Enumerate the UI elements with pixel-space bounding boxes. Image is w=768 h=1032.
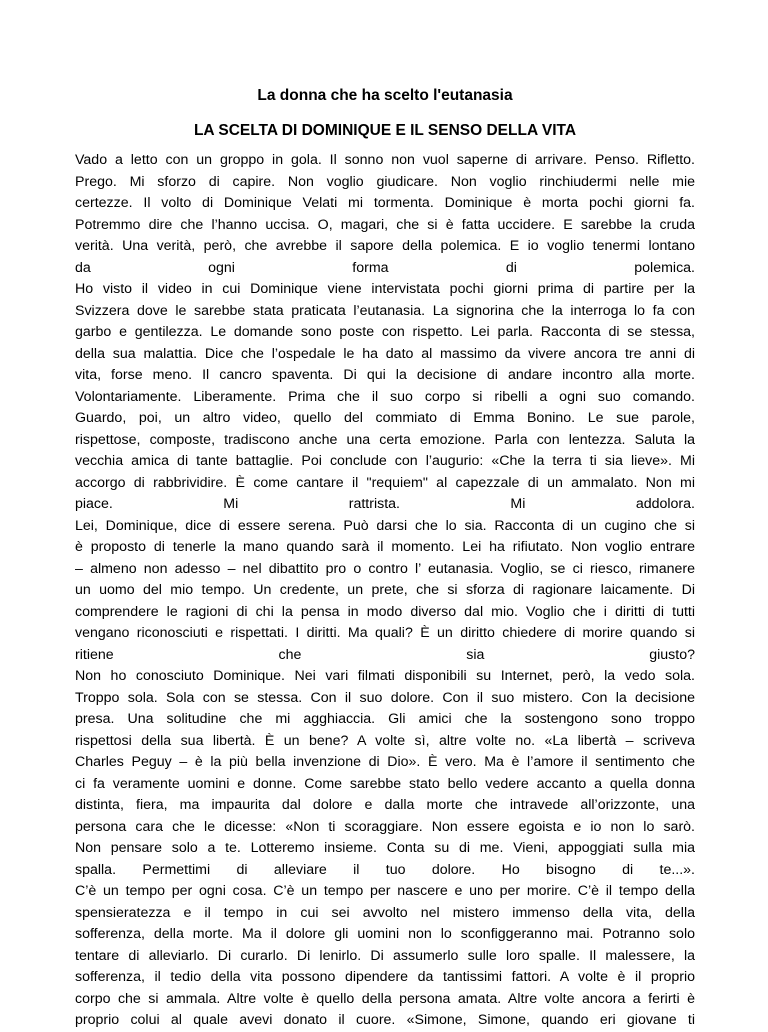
text-line: vengano riconosciuti e rispettati. I diritti. Ma quali? È un diritto chiedere di morire quando si <box>75 625 695 641</box>
text-line: da ogni forma di polemica. <box>75 259 695 276</box>
text-line: vita, forse meno. Il cancro spaventa. Di qui la decisione di andare incontro alla morte. <box>75 367 695 383</box>
text-line: piace. Mi rattrista. Mi addolora. <box>75 496 695 512</box>
text-line: comprendere le ragioni di chi la pensa in modo diverso dal mio. Voglio che i diritti di tutti <box>75 603 695 620</box>
article-body <box>75 150 695 1032</box>
text-line: spalla. Permettimi di alleviare il tuo dolore. Ho bisogno di te...». <box>75 861 695 878</box>
text-line: Troppo sola. Sola con se stessa. Con il suo dolore. Con il suo mistero. Con la decisione <box>75 689 695 706</box>
text-line: garbo e gentilezza. Le domande sono poste con rispetto. Lei parla. Racconta di se stessa, <box>75 324 695 340</box>
text-line: Ho visto il video in cui Dominique viene intervistata pochi giorni prima di partire per la <box>75 281 695 297</box>
text-line: tentare di alleviarlo. Di curarlo. Di lenirlo. Di assumerlo sulle loro spalle. Il malessere, la <box>75 947 695 964</box>
text-line: distinta, fiera, ma impaurita dal dolore e dalla morte che intravede all’orizzonte, una <box>75 797 695 813</box>
text-line: Volontariamente. Liberamente. Prima che il suo corpo si ribelli a ogni suo comando. <box>75 388 695 405</box>
text-line: corpo che si ammala. Altre volte è quello della persona amata. Altre volte ancora a ferirti è <box>75 990 695 1007</box>
text-line: certezze. Il volto di Dominique Velati mi tormenta. Dominique è morta pochi giorni fa. <box>75 195 695 211</box>
text-line: è proposto di tenerle la mano quando sarà il momento. Lei ha rifiutato. Non voglio entrare <box>75 539 695 555</box>
text-line: rispettosi della sua libertà. È un bene? A volte sì, altre volte no. «La libertà – scriveva <box>75 732 695 749</box>
text-line: Non pensare solo a te. Lotteremo insieme. Conta su di me. Vieni, appoggiati sulla mia <box>75 840 695 856</box>
text-line: Svizzera dove le sarebbe stata praticata l’eutanasia. La signorina che la interroga lo fa con <box>75 302 695 319</box>
text-line: accorgo di rabbrividire. È come cantare il "requiem" al capezzale di un ammalato. Non mi <box>75 474 695 491</box>
text-line: della sua malattia. Dice che l’ospedale le ha dato al massimo da vivere ancora tre anni di <box>75 345 695 362</box>
text-line: Charles Peguy – è la più bella invenzione di Dio». È vero. Ma è l’amore il sentimento che <box>75 754 695 770</box>
text-line: sofferenza, il tedio della vita possono dipendere da tantissimi fattori. A volte è il proprio <box>75 969 695 985</box>
text-line: presa. Una solitudine che mi agghiaccia. Gli amici che la sostengono sono troppo <box>75 711 695 727</box>
text-line: verità. Una verità, però, che avrebbe il sapore della polemica. E io voglio tenermi lontano <box>75 238 695 254</box>
text-line: un uomo del mio tempo. Un credente, un prete, che si sforza di ragionare laicamente. Di <box>75 582 695 598</box>
text-line: persona cara che le dicesse: «Non ti scoraggiare. Non essere egoista e io non lo sarò. <box>75 818 695 835</box>
document-title: La donna che ha scelto l'eutanasia <box>257 87 513 104</box>
text-line: Vado a letto con un groppo in gola. Il sonno non vuol saperne di arrivare. Penso. Rifletto. <box>75 152 695 168</box>
document-subtitle: LA SCELTA DI DOMINIQUE E IL SENSO DELLA VITA <box>193 122 577 139</box>
text-line: ritiene che sia giusto? <box>75 646 695 663</box>
text-line: rispettose, composte, tradiscono anche una certa emozione. Parla con lentezza. Saluta la <box>75 431 695 448</box>
text-line: Non ho conosciuto Dominique. Nei vari filmati disponibili su Internet, però, la vedo sola. <box>75 668 695 684</box>
text-line: Prego. Mi sforzo di capire. Non voglio giudicare. Non voglio rinchiudermi nelle mie <box>75 173 695 190</box>
text-line: Potremmo dire che l’hanno uccisa. O, magari, che si è fatta uccidere. E sarebbe la cruda <box>75 216 695 233</box>
text-line: spensieratezza e il tempo in cui sei avvolto nel mistero immenso della vita, della <box>75 904 695 921</box>
text-line: Guardo, poi, un altro video, quello del commiato di Emma Bonino. Le sue parole, <box>75 410 695 426</box>
text-line: C’è un tempo per ogni cosa. C’è un tempo per nascere e uno per morire. C’è il tempo della <box>75 883 695 899</box>
text-line: ci fa veramente uomini e donne. Come sarebbe stato bello vedere accanto a quella donna <box>75 775 695 792</box>
text-line: – almeno non adesso – nel dibattito pro o contro l’ eutanasia. Voglio, se ci riesco, rimanere <box>75 560 695 577</box>
text-line: sofferenza, della morte. Ma il dolore gli uomini non lo sconfiggeranno mai. Potranno solo <box>75 926 695 942</box>
text-line: proprio colui al quale avevi donato il cuore. «Simone, Simone, quando eri giovane ti <box>75 1012 695 1028</box>
text-line: vecchia amica di tante battaglie. Poi conclude con l’augurio: «Che la terra ti sia lieve». Mi <box>75 453 695 469</box>
text-line: Lei, Dominique, dice di essere serena. Può darsi che lo sia. Racconta di un cugino che si <box>75 517 695 534</box>
